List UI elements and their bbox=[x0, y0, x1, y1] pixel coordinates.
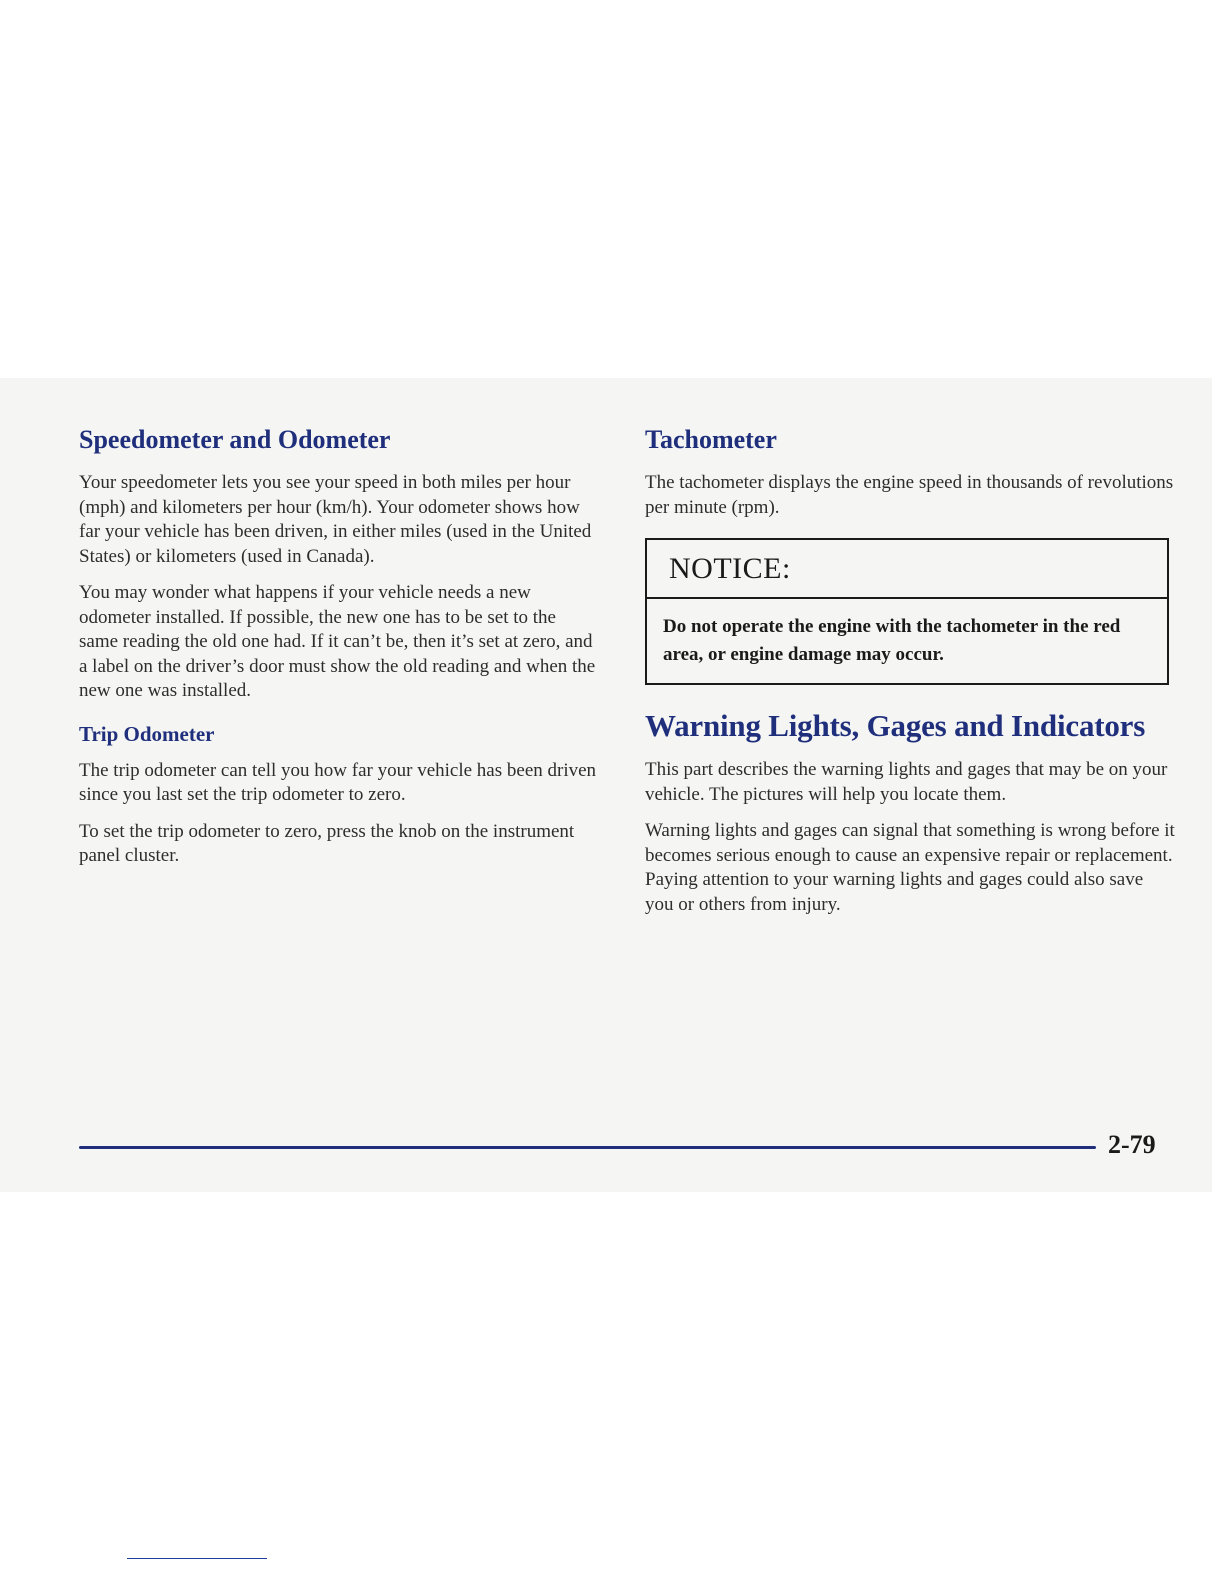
speedometer-paragraph-1: Your speedometer lets you see your speed in both miles per hour (mph) and kilometers per hour (km/h). Your odometer shows how far your vehicle has been driven, in either miles (used in the United States) or kilometers (used in Canada). bbox=[79, 472, 592, 567]
bottom-divider bbox=[127, 1558, 267, 1559]
page-number: 2-79 bbox=[1108, 1130, 1156, 1159]
right-column bbox=[645, 424, 1175, 929]
tachometer-heading: Tachometer bbox=[645, 425, 777, 454]
left-column bbox=[79, 424, 599, 881]
warning-lights-heading: Warning Lights, Gages and Indicators bbox=[645, 708, 1146, 744]
notice-box bbox=[645, 538, 1169, 685]
speedometer-heading: Speedometer and Odometer bbox=[79, 425, 391, 454]
notice-title: NOTICE: bbox=[647, 540, 1167, 599]
speedometer-paragraph-2: You may wonder what happens if your vehicle needs a new odometer installed. If possible, the new one has to be set to the same reading the old one had. If it can’t be, then it’s set at zero, and a label on the driver’s door must show the old reading and when the new one was installed. bbox=[79, 582, 596, 702]
trip-odometer-paragraph-2: To set the trip odometer to zero, press the knob on the instrument panel cluster. bbox=[79, 820, 575, 867]
tachometer-paragraph: The tachometer displays the engine speed in thousands of revolutions per minute (rpm). bbox=[645, 472, 1174, 518]
notice-body: Do not operate the engine with the tachometer in the red area, or engine damage may occur. bbox=[663, 616, 1121, 666]
warning-lights-paragraph-2: Warning lights and gages can signal that something is wrong before it becomes serious enough to cause an expensive repair or replacement. Paying attention to your warning lights and gages could also save you or others from injury. bbox=[645, 820, 1175, 915]
trip-odometer-paragraph-1: The trip odometer can tell you how far your vehicle has been driven since you last set the trip odometer to zero. bbox=[79, 759, 597, 806]
warning-lights-paragraph-1: This part describes the warning lights and gages that may be on your vehicle. The pictures will help you locate them. bbox=[645, 759, 1168, 805]
trip-odometer-heading: Trip Odometer bbox=[79, 721, 215, 746]
footer-rule bbox=[79, 1146, 1096, 1149]
